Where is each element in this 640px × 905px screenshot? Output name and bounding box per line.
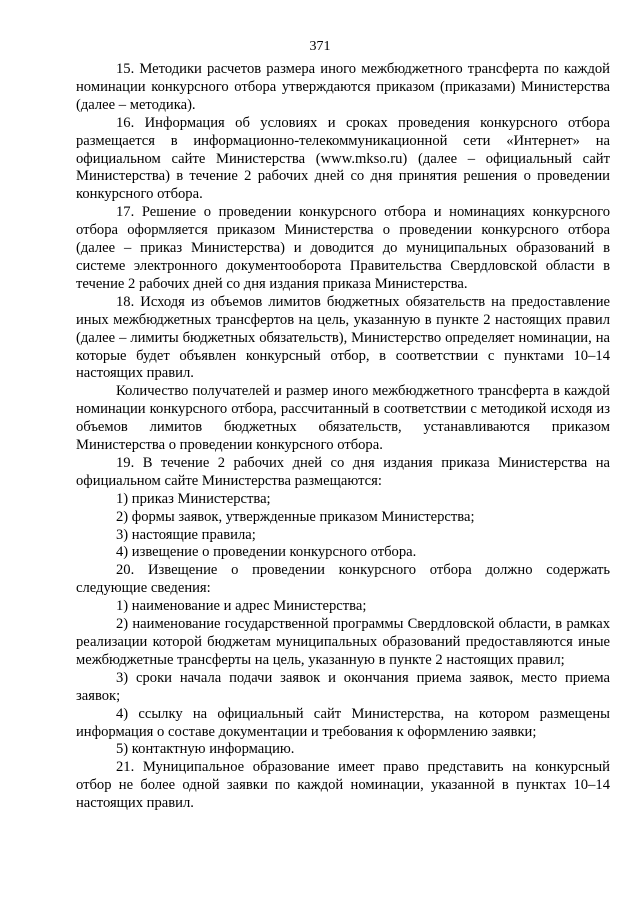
paragraph-17: 17. Решение о проведении конкурсного отбора и номинациях конкурсного отбора оформляется приказом Министерства о проведении конкурсного отбора (далее – приказ Министерства) и доводится до муниципальных образований в системе электронного документооборота Правительства Свердловской области в течение 2 рабочих дней со дня издания приказа Министерства.	[76, 204, 610, 292]
list-item: 5) контактную информацию.	[116, 741, 295, 758]
list-item: 2) наименование государственной программы Свердловской области, в рамках реализации которой бюджетам муниципальных образований предоставляются иные межбюджетные трансферты на цель, указанную в пункте 2 настоящих правил;	[76, 616, 610, 668]
page-number: 371	[309, 39, 331, 54]
document-body	[76, 61, 610, 813]
list-item: 1) наименование и адрес Министерства;	[116, 598, 367, 615]
list-item: 3) настоящие правила;	[116, 526, 256, 543]
list-item: 3) сроки начала подачи заявок и окончания приема заявок, место приема заявок;	[76, 669, 610, 704]
paragraph-18: 18. Исходя из объемов лимитов бюджетных обязательств на предоставление иных межбюджетных трансфертов на цель, указанную в пункте 2 настоящих правил (далее – лимиты бюджетных обязательств), Министерство определяет номинации, на которые будет объявлен конкурсный отбор, в соответствии с пунктами 10–14 настоящих правил.	[76, 293, 610, 382]
list-item: 1) приказ Министерства;	[116, 490, 271, 507]
paragraph-15: 15. Методики расчетов размера иного межбюджетного трансферта по каждой номинации конкурсного отбора утверждаются приказом (приказами) Министерства (далее – методика).	[76, 61, 610, 113]
list-item: 2) формы заявок, утвержденные приказом Министерства;	[116, 508, 475, 525]
paragraph-18-continued: Количество получателей и размер иного межбюджетного трансферта в каждой номинации конкурсного отбора, рассчитанный в соответствии с методикой исходя из объемов лимитов бюджетных обязательств, устанавливаются приказом Министерства о проведении конкурсного отбора.	[76, 383, 610, 454]
paragraph-19: 19. В течение 2 рабочих дней со дня издания приказа Министерства на официальном сайте Министерства размещаются:	[76, 454, 610, 489]
paragraph-21: 21. Муниципальное образование имеет право представить на конкурсный отбор не более одной заявки по каждой номинации, указанной в пунктах 10–14 настоящих правил.	[76, 759, 610, 812]
list-item: 4) извещение о проведении конкурсного отбора.	[116, 544, 417, 561]
paragraph-16: 16. Информация об условиях и сроках проведения конкурсного отбора размещается в информационно-телекоммуникационной сети «Интернет» на официальном сайте Министерства (www.mkso.ru) (далее – официальный сайт Министерства) в течение 2 рабочих дней со дня принятия решения о проведении конкурсного отбора.	[76, 114, 610, 203]
list-item: 4) ссылку на официальный сайт Министерства, на котором размещены информация о составе документации и требования к оформлению заявки;	[76, 705, 610, 740]
paragraph-20: 20. Извещение о проведении конкурсного отбора должно содержать следующие сведения:	[76, 562, 610, 597]
